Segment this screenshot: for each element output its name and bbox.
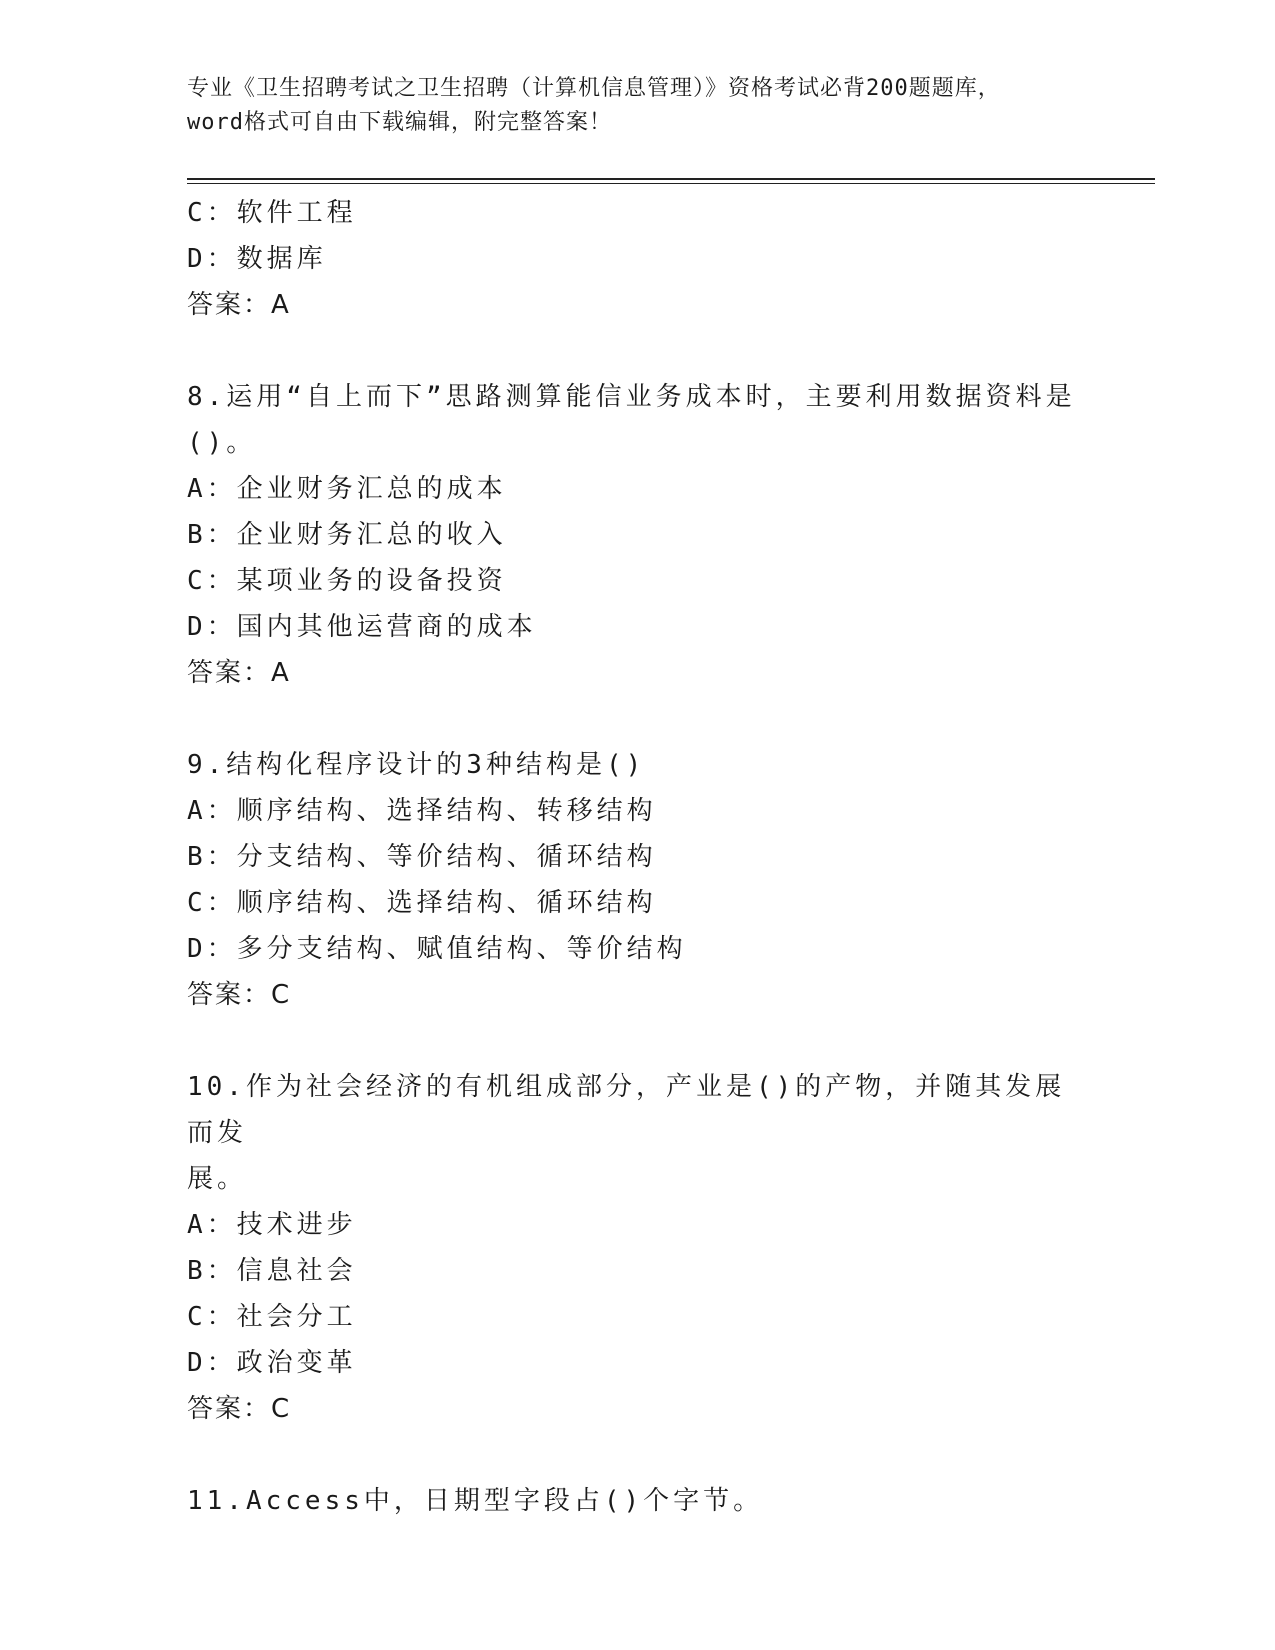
header-divider-thick: [187, 178, 1155, 180]
option-b: B：企业财务汇总的收入: [187, 520, 507, 550]
option-d: D：数据库: [187, 244, 327, 274]
header-divider-thin: [187, 183, 1155, 184]
answer-line: 答案：A: [187, 290, 291, 320]
answer-line: 答案：C: [187, 1394, 292, 1424]
question-stem: 9.结构化程序设计的3种结构是(): [187, 750, 646, 780]
option-a: A：顺序结构、选择结构、转移结构: [187, 796, 657, 826]
previous-question-tail: [187, 190, 1087, 328]
option-d: D：政治变革: [187, 1348, 357, 1378]
option-b: B：分支结构、等价结构、循环结构: [187, 842, 657, 872]
spacer: [187, 1432, 1087, 1478]
option-c: C：社会分工: [187, 1302, 357, 1332]
question-stem: 10.作为社会经济的有机组成部分，产业是()的产物，并随其发展而发: [187, 1072, 1066, 1148]
question-list: [187, 190, 1087, 1524]
question-stem: 11.Access中，日期型字段占()个字节。: [187, 1486, 764, 1516]
question-stem: 8.运用“自上而下”思路测算能信业务成本时，主要利用数据资料是: [187, 382, 1076, 412]
document-header: [187, 72, 1087, 140]
question-11: [187, 1478, 1087, 1524]
header-title-line-2: word格式可自由下载编辑，附完整答案！: [187, 110, 612, 135]
question-8: [187, 374, 1087, 696]
option-c: C：软件工程: [187, 198, 357, 228]
answer-line: 答案：A: [187, 658, 291, 688]
option-d: D：国内其他运营商的成本: [187, 612, 537, 642]
question-9: [187, 742, 1087, 1018]
answer-line: 答案：C: [187, 980, 292, 1010]
question-10: [187, 1064, 1087, 1432]
option-c: C：某项业务的设备投资: [187, 566, 507, 596]
header-title-line-1: 专业《卫生招聘考试之卫生招聘（计算机信息管理）》资格考试必背200题题库，: [187, 76, 1001, 101]
option-c: C：顺序结构、选择结构、循环结构: [187, 888, 657, 918]
option-a: A：企业财务汇总的成本: [187, 474, 507, 504]
option-d: D：多分支结构、赋值结构、等价结构: [187, 934, 687, 964]
question-stem-continued: ()。: [187, 428, 257, 458]
option-b: B：信息社会: [187, 1256, 357, 1286]
spacer: [187, 1018, 1087, 1064]
spacer: [187, 328, 1087, 374]
spacer: [187, 696, 1087, 742]
option-a: A：技术进步: [187, 1210, 357, 1240]
question-stem-continued: 展。: [187, 1164, 248, 1194]
